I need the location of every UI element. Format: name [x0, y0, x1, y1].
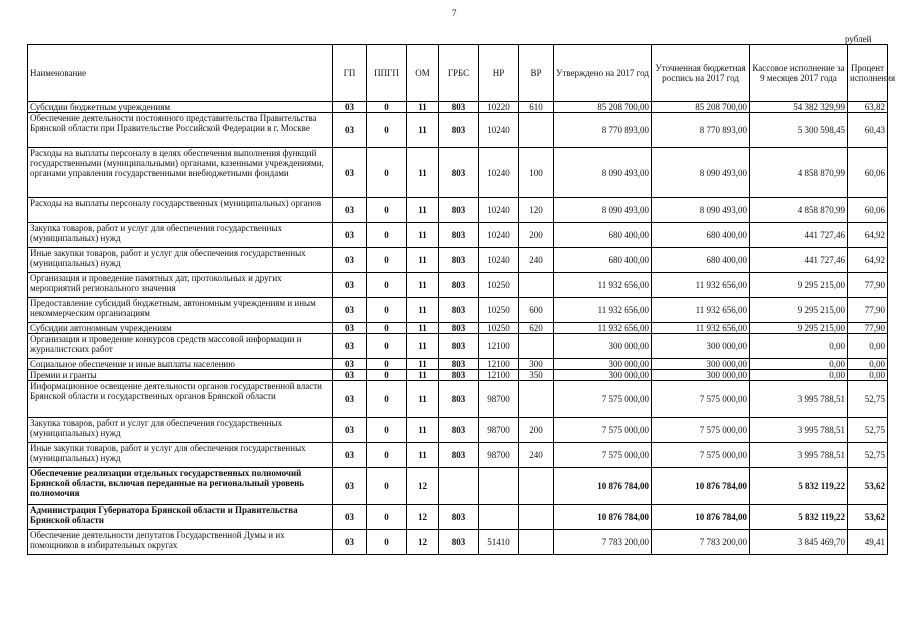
- row-om: 11: [407, 102, 439, 113]
- row-percent: 0,00: [848, 334, 888, 359]
- row-percent: 60,43: [848, 113, 888, 148]
- row-vr: 200: [519, 418, 554, 443]
- row-approved: 8 770 893,00: [554, 113, 652, 148]
- row-grbs: 803: [439, 113, 479, 148]
- row-np: [479, 505, 519, 530]
- row-pgp: 0: [367, 381, 407, 418]
- row-cash: 3 995 788,51: [750, 418, 848, 443]
- row-cash: 3 995 788,51: [750, 381, 848, 418]
- row-vr: [519, 381, 554, 418]
- row-vr: 620: [519, 323, 554, 334]
- row-name: Субсидии бюджетным учреждениям: [28, 102, 333, 113]
- row-pgp: 0: [367, 273, 407, 298]
- header-approved: Утверждено на 2017 год: [554, 45, 652, 102]
- row-om: 11: [407, 443, 439, 468]
- table-row: [28, 359, 888, 370]
- row-grbs: 803: [439, 323, 479, 334]
- row-refined: 8 770 893,00: [652, 113, 750, 148]
- row-np: 10240: [479, 198, 519, 223]
- row-percent: 0,00: [848, 370, 888, 381]
- row-gp: 03: [333, 381, 367, 418]
- row-name: Социальное обеспечение и иные выплаты населению: [28, 359, 333, 370]
- row-vr: 600: [519, 298, 554, 323]
- row-cash: 5 832 119,22: [750, 468, 848, 505]
- row-gp: 03: [333, 359, 367, 370]
- row-np: 98700: [479, 443, 519, 468]
- row-percent: 60,06: [848, 198, 888, 223]
- row-grbs: 803: [439, 334, 479, 359]
- row-refined: 11 932 656,00: [652, 273, 750, 298]
- row-om: 12: [407, 530, 439, 555]
- row-refined: 85 208 700,00: [652, 102, 750, 113]
- header-grbs: ГРБС: [439, 45, 479, 102]
- row-name: Предоставление субсидий бюджетным, автономным учреждениям и иным некоммерческим организациям: [28, 298, 333, 323]
- row-np: 10240: [479, 148, 519, 198]
- currency-note: рублей: [845, 34, 872, 44]
- row-approved: 10 876 784,00: [554, 468, 652, 505]
- header-om: ОМ: [407, 45, 439, 102]
- row-approved: 680 400,00: [554, 223, 652, 248]
- header-refined: Уточненная бюджетная роспись на 2017 год: [652, 45, 750, 102]
- row-cash: 441 727,46: [750, 223, 848, 248]
- row-np: 12100: [479, 370, 519, 381]
- row-name: Расходы на выплаты персоналу государственных (муниципальных) органов: [28, 198, 333, 223]
- row-om: 11: [407, 273, 439, 298]
- row-percent: 77,90: [848, 298, 888, 323]
- row-gp: 03: [333, 418, 367, 443]
- row-name: Обеспечение деятельности депутатов Государственной Думы и их помощников в избирательных округах: [28, 530, 333, 555]
- row-np: 10240: [479, 248, 519, 273]
- row-grbs: 803: [439, 418, 479, 443]
- row-gp: 03: [333, 334, 367, 359]
- row-name: Субсидии автономным учреждениям: [28, 323, 333, 334]
- row-gp: 03: [333, 113, 367, 148]
- row-om: 11: [407, 223, 439, 248]
- row-refined: 11 932 656,00: [652, 298, 750, 323]
- table-row: [28, 468, 888, 505]
- budget-table: [27, 44, 896, 555]
- row-refined: 300 000,00: [652, 334, 750, 359]
- row-np: [479, 468, 519, 505]
- row-vr: [519, 334, 554, 359]
- table-row: [28, 298, 888, 323]
- row-np: 10220: [479, 102, 519, 113]
- row-cash: 4 858 870,99: [750, 198, 848, 223]
- row-refined: 7 575 000,00: [652, 418, 750, 443]
- row-cash: 441 727,46: [750, 248, 848, 273]
- row-vr: [519, 468, 554, 505]
- row-om: 11: [407, 248, 439, 273]
- row-percent: 53,62: [848, 505, 888, 530]
- row-cash: 9 295 215,00: [750, 298, 848, 323]
- row-om: 11: [407, 334, 439, 359]
- row-approved: 10 876 784,00: [554, 505, 652, 530]
- row-name: Обеспечение деятельности постоянного представительства Правительства Брянской области при Правительстве Российской Федерации в г. Москве: [28, 113, 333, 148]
- row-grbs: 803: [439, 223, 479, 248]
- row-np: 12100: [479, 334, 519, 359]
- row-percent: 0,00: [848, 359, 888, 370]
- row-name: Администрация Губернатора Брянской области и Правительства Брянской области: [28, 505, 333, 530]
- row-om: 11: [407, 148, 439, 198]
- row-grbs: 803: [439, 298, 479, 323]
- table-header-row: [28, 45, 888, 102]
- row-approved: 680 400,00: [554, 248, 652, 273]
- row-np: 98700: [479, 418, 519, 443]
- row-np: 98700: [479, 381, 519, 418]
- row-cash: 9 295 215,00: [750, 273, 848, 298]
- row-approved: 11 932 656,00: [554, 298, 652, 323]
- row-refined: 300 000,00: [652, 370, 750, 381]
- table-row: [28, 273, 888, 298]
- row-approved: 8 090 493,00: [554, 148, 652, 198]
- row-grbs: 803: [439, 273, 479, 298]
- row-refined: 7 575 000,00: [652, 381, 750, 418]
- row-pgp: 0: [367, 530, 407, 555]
- row-percent: 63,82: [848, 102, 888, 113]
- header-gp: ГП: [333, 45, 367, 102]
- row-vr: 120: [519, 198, 554, 223]
- row-refined: 10 876 784,00: [652, 505, 750, 530]
- row-approved: 7 575 000,00: [554, 443, 652, 468]
- row-vr: [519, 113, 554, 148]
- row-pgp: 0: [367, 443, 407, 468]
- row-om: 11: [407, 381, 439, 418]
- row-gp: 03: [333, 248, 367, 273]
- row-cash: 0,00: [750, 370, 848, 381]
- row-refined: 7 783 200,00: [652, 530, 750, 555]
- row-approved: 7 575 000,00: [554, 381, 652, 418]
- row-grbs: 803: [439, 505, 479, 530]
- row-pgp: 0: [367, 323, 407, 334]
- row-gp: 03: [333, 273, 367, 298]
- row-pgp: 0: [367, 102, 407, 113]
- row-approved: 300 000,00: [554, 334, 652, 359]
- row-refined: 680 400,00: [652, 223, 750, 248]
- row-cash: 4 858 870,99: [750, 148, 848, 198]
- row-vr: [519, 505, 554, 530]
- row-vr: 300: [519, 359, 554, 370]
- header-np: НР: [479, 45, 519, 102]
- table-row: [28, 418, 888, 443]
- row-np: 12100: [479, 359, 519, 370]
- row-percent: 77,90: [848, 323, 888, 334]
- row-vr: 350: [519, 370, 554, 381]
- row-refined: 8 090 493,00: [652, 198, 750, 223]
- row-refined: 300 000,00: [652, 359, 750, 370]
- table-row: [28, 443, 888, 468]
- row-cash: 0,00: [750, 359, 848, 370]
- header-cash: Кассовое исполнение за 9 месяцев 2017 года: [750, 45, 848, 102]
- row-name: Расходы на выплаты персоналу в целях обеспечения выполнения функций государственными (муниципальными) органами, казенными учреждениями, органами управления государственными внебюджетными фондами: [28, 148, 333, 198]
- row-gp: 03: [333, 198, 367, 223]
- row-name: Организация и проведение памятных дат, протокольных и других мероприятий регионального значения: [28, 273, 333, 298]
- header-name: Наименование: [28, 45, 333, 102]
- row-grbs: 803: [439, 381, 479, 418]
- row-grbs: 803: [439, 370, 479, 381]
- row-om: 11: [407, 113, 439, 148]
- row-percent: 49,41: [848, 530, 888, 555]
- row-pgp: 0: [367, 505, 407, 530]
- row-gp: 03: [333, 370, 367, 381]
- row-om: 11: [407, 323, 439, 334]
- row-grbs: 803: [439, 102, 479, 113]
- row-approved: 8 090 493,00: [554, 198, 652, 223]
- header-vr: ВР: [519, 45, 554, 102]
- row-gp: 03: [333, 530, 367, 555]
- row-vr: 100: [519, 148, 554, 198]
- row-gp: 03: [333, 102, 367, 113]
- row-gp: 03: [333, 323, 367, 334]
- row-name: Закупка товаров, работ и услуг для обеспечения государственных (муниципальных) нужд: [28, 418, 333, 443]
- row-refined: 680 400,00: [652, 248, 750, 273]
- row-om: 11: [407, 418, 439, 443]
- header-percent: Процент исполнения: [848, 45, 888, 102]
- row-pgp: 0: [367, 298, 407, 323]
- row-gp: 03: [333, 443, 367, 468]
- row-cash: 5 832 119,22: [750, 505, 848, 530]
- row-name: Обеспечение реализации отдельных государственных полномочий Брянской области, включая переданные на региональный уровень полномочия: [28, 468, 333, 505]
- row-vr: 240: [519, 443, 554, 468]
- row-vr: 240: [519, 248, 554, 273]
- row-pgp: 0: [367, 148, 407, 198]
- row-gp: 03: [333, 468, 367, 505]
- row-np: 10250: [479, 298, 519, 323]
- page-number: 7: [452, 8, 457, 18]
- row-grbs: 803: [439, 359, 479, 370]
- row-percent: 64,92: [848, 223, 888, 248]
- row-np: 51410: [479, 530, 519, 555]
- row-percent: 53,62: [848, 468, 888, 505]
- row-np: 10240: [479, 223, 519, 248]
- row-pgp: 0: [367, 359, 407, 370]
- row-om: 12: [407, 468, 439, 505]
- row-gp: 03: [333, 505, 367, 530]
- row-pgp: 0: [367, 223, 407, 248]
- row-percent: 60,06: [848, 148, 888, 198]
- row-approved: 85 208 700,00: [554, 102, 652, 113]
- row-cash: 5 300 598,45: [750, 113, 848, 148]
- row-cash: 0,00: [750, 334, 848, 359]
- row-grbs: [439, 468, 479, 505]
- row-om: 11: [407, 370, 439, 381]
- row-pgp: 0: [367, 418, 407, 443]
- row-refined: 11 932 656,00: [652, 323, 750, 334]
- row-cash: 9 295 215,00: [750, 323, 848, 334]
- row-cash: 3 845 469,70: [750, 530, 848, 555]
- row-pgp: 0: [367, 248, 407, 273]
- row-np: 10250: [479, 273, 519, 298]
- table-row: [28, 148, 888, 198]
- table-row: [28, 248, 888, 273]
- row-grbs: 803: [439, 148, 479, 198]
- row-vr: [519, 530, 554, 555]
- row-pgp: 0: [367, 334, 407, 359]
- row-refined: 10 876 784,00: [652, 468, 750, 505]
- row-om: 12: [407, 505, 439, 530]
- table-row: [28, 198, 888, 223]
- row-percent: 64,92: [848, 248, 888, 273]
- row-om: 11: [407, 298, 439, 323]
- row-grbs: 803: [439, 248, 479, 273]
- row-grbs: 803: [439, 530, 479, 555]
- row-cash: 3 995 788,51: [750, 443, 848, 468]
- row-approved: 300 000,00: [554, 359, 652, 370]
- row-refined: 7 575 000,00: [652, 443, 750, 468]
- row-om: 11: [407, 359, 439, 370]
- row-pgp: 0: [367, 113, 407, 148]
- row-pgp: 0: [367, 370, 407, 381]
- table-row: [28, 530, 888, 555]
- row-approved: 11 932 656,00: [554, 323, 652, 334]
- row-cash: 54 382 329,99: [750, 102, 848, 113]
- row-np: 10250: [479, 323, 519, 334]
- row-grbs: 803: [439, 198, 479, 223]
- row-name: Иные закупки товаров, работ и услуг для обеспечения государственных (муниципальных) нужд: [28, 443, 333, 468]
- row-np: 10240: [479, 113, 519, 148]
- row-name: Организация и проведение конкурсов средств массовой информации и журналистских работ: [28, 334, 333, 359]
- row-approved: 300 000,00: [554, 370, 652, 381]
- row-name: Закупка товаров, работ и услуг для обеспечения государственных (муниципальных) нужд: [28, 223, 333, 248]
- table-row: [28, 223, 888, 248]
- row-vr: 610: [519, 102, 554, 113]
- row-name: Иные закупки товаров, работ и услуг для обеспечения государственных (муниципальных) нужд: [28, 248, 333, 273]
- row-gp: 03: [333, 148, 367, 198]
- row-name: Премии и гранты: [28, 370, 333, 381]
- row-pgp: 0: [367, 198, 407, 223]
- table-row: [28, 370, 888, 381]
- table-row: [28, 334, 888, 359]
- table-row: [28, 113, 888, 148]
- row-pgp: 0: [367, 468, 407, 505]
- row-approved: 7 575 000,00: [554, 418, 652, 443]
- row-gp: 03: [333, 298, 367, 323]
- table-row: [28, 323, 888, 334]
- header-pgp: ППГП: [367, 45, 407, 102]
- table-row: [28, 381, 888, 418]
- row-percent: 52,75: [848, 418, 888, 443]
- row-percent: 77,90: [848, 273, 888, 298]
- row-percent: 52,75: [848, 443, 888, 468]
- row-om: 11: [407, 198, 439, 223]
- row-approved: 7 783 200,00: [554, 530, 652, 555]
- row-gp: 03: [333, 223, 367, 248]
- row-name: Информационное освещение деятельности органов государственной власти Брянской области и государственных органов Брянской области: [28, 381, 333, 418]
- row-grbs: 803: [439, 443, 479, 468]
- table-row: [28, 102, 888, 113]
- table-row: [28, 505, 888, 530]
- row-refined: 8 090 493,00: [652, 148, 750, 198]
- row-approved: 11 932 656,00: [554, 273, 652, 298]
- row-vr: [519, 273, 554, 298]
- row-percent: 52,75: [848, 381, 888, 418]
- row-vr: 200: [519, 223, 554, 248]
